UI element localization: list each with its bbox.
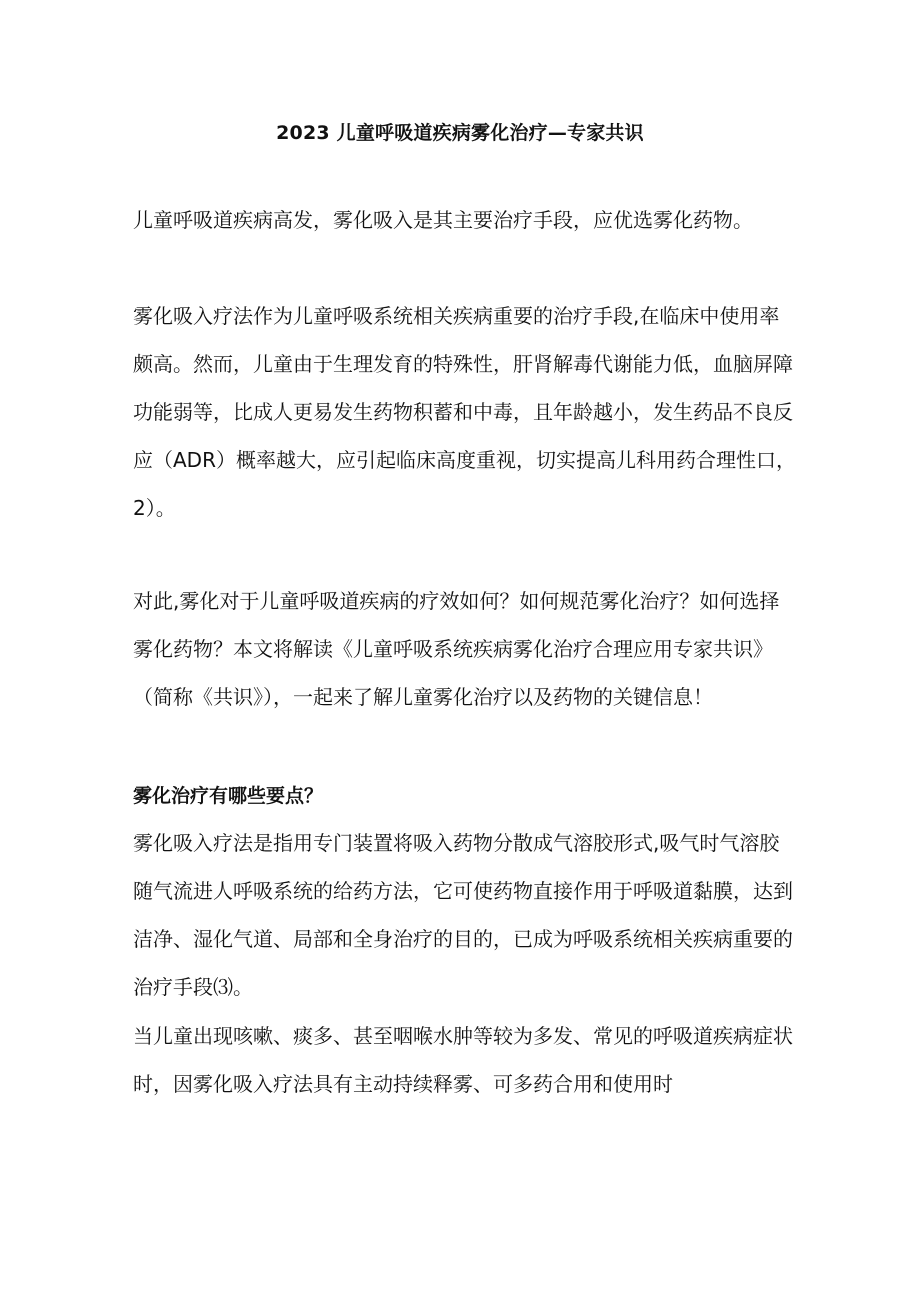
background-paragraph (133, 292, 803, 532)
paragraph-line: 雾化药物？本文将解读《儿童呼吸系统疾病雾化治疗合理应用专家共识》 (133, 637, 773, 661)
paragraph-line: 治疗手段⑶。 (133, 975, 253, 999)
definition-paragraph (133, 819, 803, 1011)
paragraph-line: 对此,雾化对于儿童呼吸道疾病的疗效如何？如何规范雾化治疗？如何选择 (133, 589, 780, 613)
question-paragraph (133, 577, 803, 721)
intro-paragraph (133, 196, 803, 244)
symptom-paragraph (133, 1012, 803, 1108)
section-heading: 雾化治疗有哪些要点？ (133, 785, 324, 807)
paragraph-line: 随气流进人呼吸系统的给药方法，它可使药物直接作用于呼吸道黏膜，达到 (133, 879, 793, 903)
paragraph-line: 应（ADR）概率越大，应引起临床高度重视，切实提高儿科用药合理性口， (133, 448, 796, 472)
paragraph-line: 颇高。然而，儿童由于生理发育的特殊性，肝肾解毒代谢能力低，血脑屏障 (133, 352, 793, 376)
paragraph-line: 雾化吸入疗法作为儿童呼吸系统相关疾病重要的治疗手段,在临床中使用率 (133, 304, 780, 328)
paragraph-line: 雾化吸入疗法是指用专门装置将吸入药物分散成气溶胶形式,吸气时气溶胶 (133, 831, 780, 855)
paragraph-line: 2）。 (133, 496, 176, 520)
paragraph-line: 时，因雾化吸入疗法具有主动持续释雾、可多药合用和使用时 (133, 1072, 673, 1096)
paragraph-line: 当儿童出现咳嗽、痰多、甚至咽喉水肿等较为多发、常见的呼吸道疾病症状 (133, 1024, 793, 1048)
paragraph-line: （简称《共识》），一起来了解儿童雾化治疗以及药物的关键信息！ (133, 685, 713, 709)
paragraph-line: 功能弱等，比成人更易发生药物积蓄和中毒，且年龄越小，发生药品不良反 (133, 400, 793, 424)
paragraph-line: 洁净、湿化气道、局部和全身治疗的目的，已成为呼吸系统相关疾病重要的 (133, 927, 793, 951)
paragraph-line: 儿童呼吸道疾病高发，雾化吸入是其主要治疗手段，应优选雾化药物。 (133, 208, 753, 232)
document-title: 2023 儿童呼吸道疾病雾化治疗—专家共识 (276, 122, 644, 144)
